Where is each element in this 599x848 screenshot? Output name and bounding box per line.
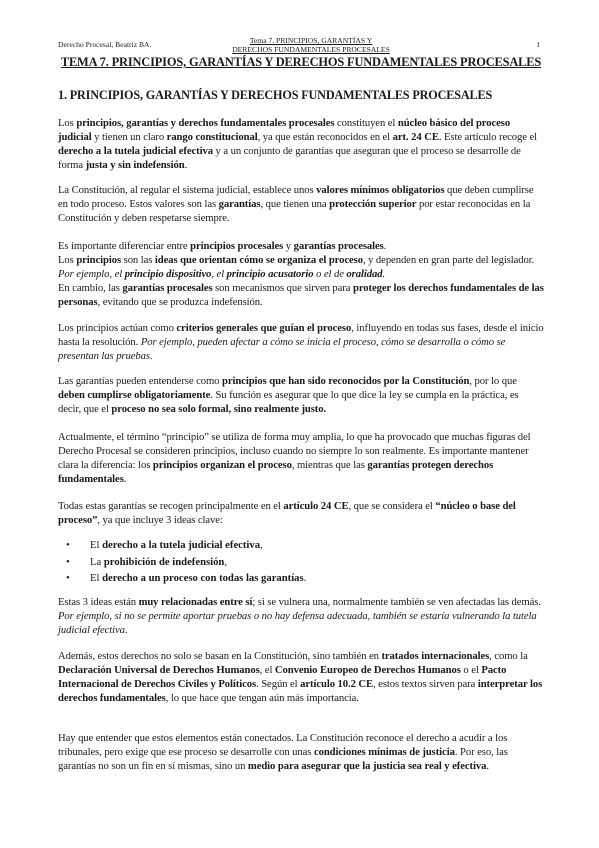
list-item <box>58 555 544 572</box>
paragraph-4: Los principios actúan como criterios generales que guían el proceso, influyendo en todas sus fases, desde el inicio hasta la resolución. Por ejemplo, pueden afectar a cómo se inicia el proceso, cómo se desarrolla o cómo se presentan las pruebas. <box>58 323 544 362</box>
header-author: Derecho Procesal, Beatriz BA. <box>58 40 152 49</box>
list-item <box>58 571 544 588</box>
bullet: • <box>66 556 70 568</box>
list-item-text: La prohibición de indefensión, <box>90 556 227 568</box>
paragraph-7: Todas estas garantías se recogen principalmente en el artículo 24 CE, que se considera el “núcleo o base del proceso”, ya que incluye 3 ideas clave: <box>58 501 516 526</box>
list-item-text: El derecho a un proceso con todas las garantías. <box>90 573 307 584</box>
list-item-text: El derecho a la tutela judicial efectiva, <box>90 540 263 551</box>
paragraph-2: La Constitución, al regular el sistema judicial, establece unos valores mínimos obligatorios que deben cumplirse en todo proceso. Estos valores son las garantías, que tienen una protección superior por estar reconocidas en la Constitución y deben respetarse siempre. <box>58 185 534 224</box>
header-topic-line1: Tema 7. PRINCIPIOS, GARANTÍAS Y <box>249 36 373 45</box>
paragraph-10: Hay que entender que estos elementos están conectados. La Constitución reconoce el derecho a acudir a los tribunales, pero exige que ese proceso se desarrolle con unas condiciones mínimas de justicia. Por eso, las garantías no son un fin en sí mismas, sino un medio para asegurar que la justicia sea real y efectiva. <box>58 733 508 772</box>
document-title: TEMA 7. PRINCIPIOS, GARANTÍAS Y DERECHOS FUNDAMENTALES PROCESALES <box>60 55 542 69</box>
bullet: • <box>66 540 70 551</box>
key-ideas-list <box>58 538 544 588</box>
paragraph-5: Las garantías pueden entenderse como principios que han sido reconocidos por la Constitución, por lo que deben cumplirse obligatoriamente. Su función es asegurar que lo que dice la ley se cumpla en la práctica, es decir, que el proceso no sea solo formal, sino realmente justo. <box>58 376 519 415</box>
paragraph-6: Actualmente, el término “principio” se utiliza de forma muy amplia, lo que ha provocado que muchas figuras del Derecho Procesal se consideren principios, incluso cuando no siempre lo son realmente. Es importante mantener clara la diferencia: los principios organizan el proceso, mientras que las garantías protegen derechos fundamentales. <box>58 432 531 485</box>
header-topic <box>226 36 396 54</box>
page-number: 1 <box>536 40 540 49</box>
paragraph-3: Es importante diferenciar entre principios procesales y garantías procesales. Los principios son las ideas que orientan cómo se organiza el proceso, y dependen en gran parte del legislador. Por ejemplo, el principio dispositivo, el principio acusatorio o el de oralidad. En cambio, las garantías procesales son mecanismos que sirven para proteger los derechos fundamentales de las personas, evitando que se produzca indefensión. <box>58 241 544 308</box>
paragraph-9: Además, estos derechos no solo se basan en la Constitución, sino también en tratados internacionales, como la Declaración Universal de Derechos Humanos, el Convenio Europeo de Derechos Humanos o el Pacto Internacional de Derechos Civiles y Políticos. Según el artículo 10.2 CE, estos textos sirven para interpretar los derechos fundamentales, lo que hace que tengan aún más importancia. <box>58 651 543 704</box>
section-heading: 1. PRINCIPIOS, GARANTÍAS Y DERECHOS FUNDAMENTALES PROCESALES <box>58 88 493 102</box>
paragraph-8: Estas 3 ideas están muy relacionadas entre sí; si se vulnera una, normalmente también se ven afectadas las demás. Por ejemplo, si no se permite aportar pruebas o no hay defensa adecuada, también se estaría vulnerando la tutela judicial efectiva. <box>58 597 541 636</box>
bullet: • <box>66 573 70 584</box>
list-item <box>58 538 544 555</box>
paragraph-1: Los principios, garantías y derechos fundamentales procesales constituyen el núcleo básico del proceso judicial y tienen un claro rango constitucional, ya que están reconocidos en el art. 24 CE. Este artículo recoge el derecho a la tutela judicial efectiva y a un conjunto de garantías que aseguran que el proceso se desarrolle de forma justa y sin indefensión. <box>58 118 537 171</box>
header-topic-line2: DERECHOS FUNDAMENTALES PROCESALES <box>232 45 390 54</box>
